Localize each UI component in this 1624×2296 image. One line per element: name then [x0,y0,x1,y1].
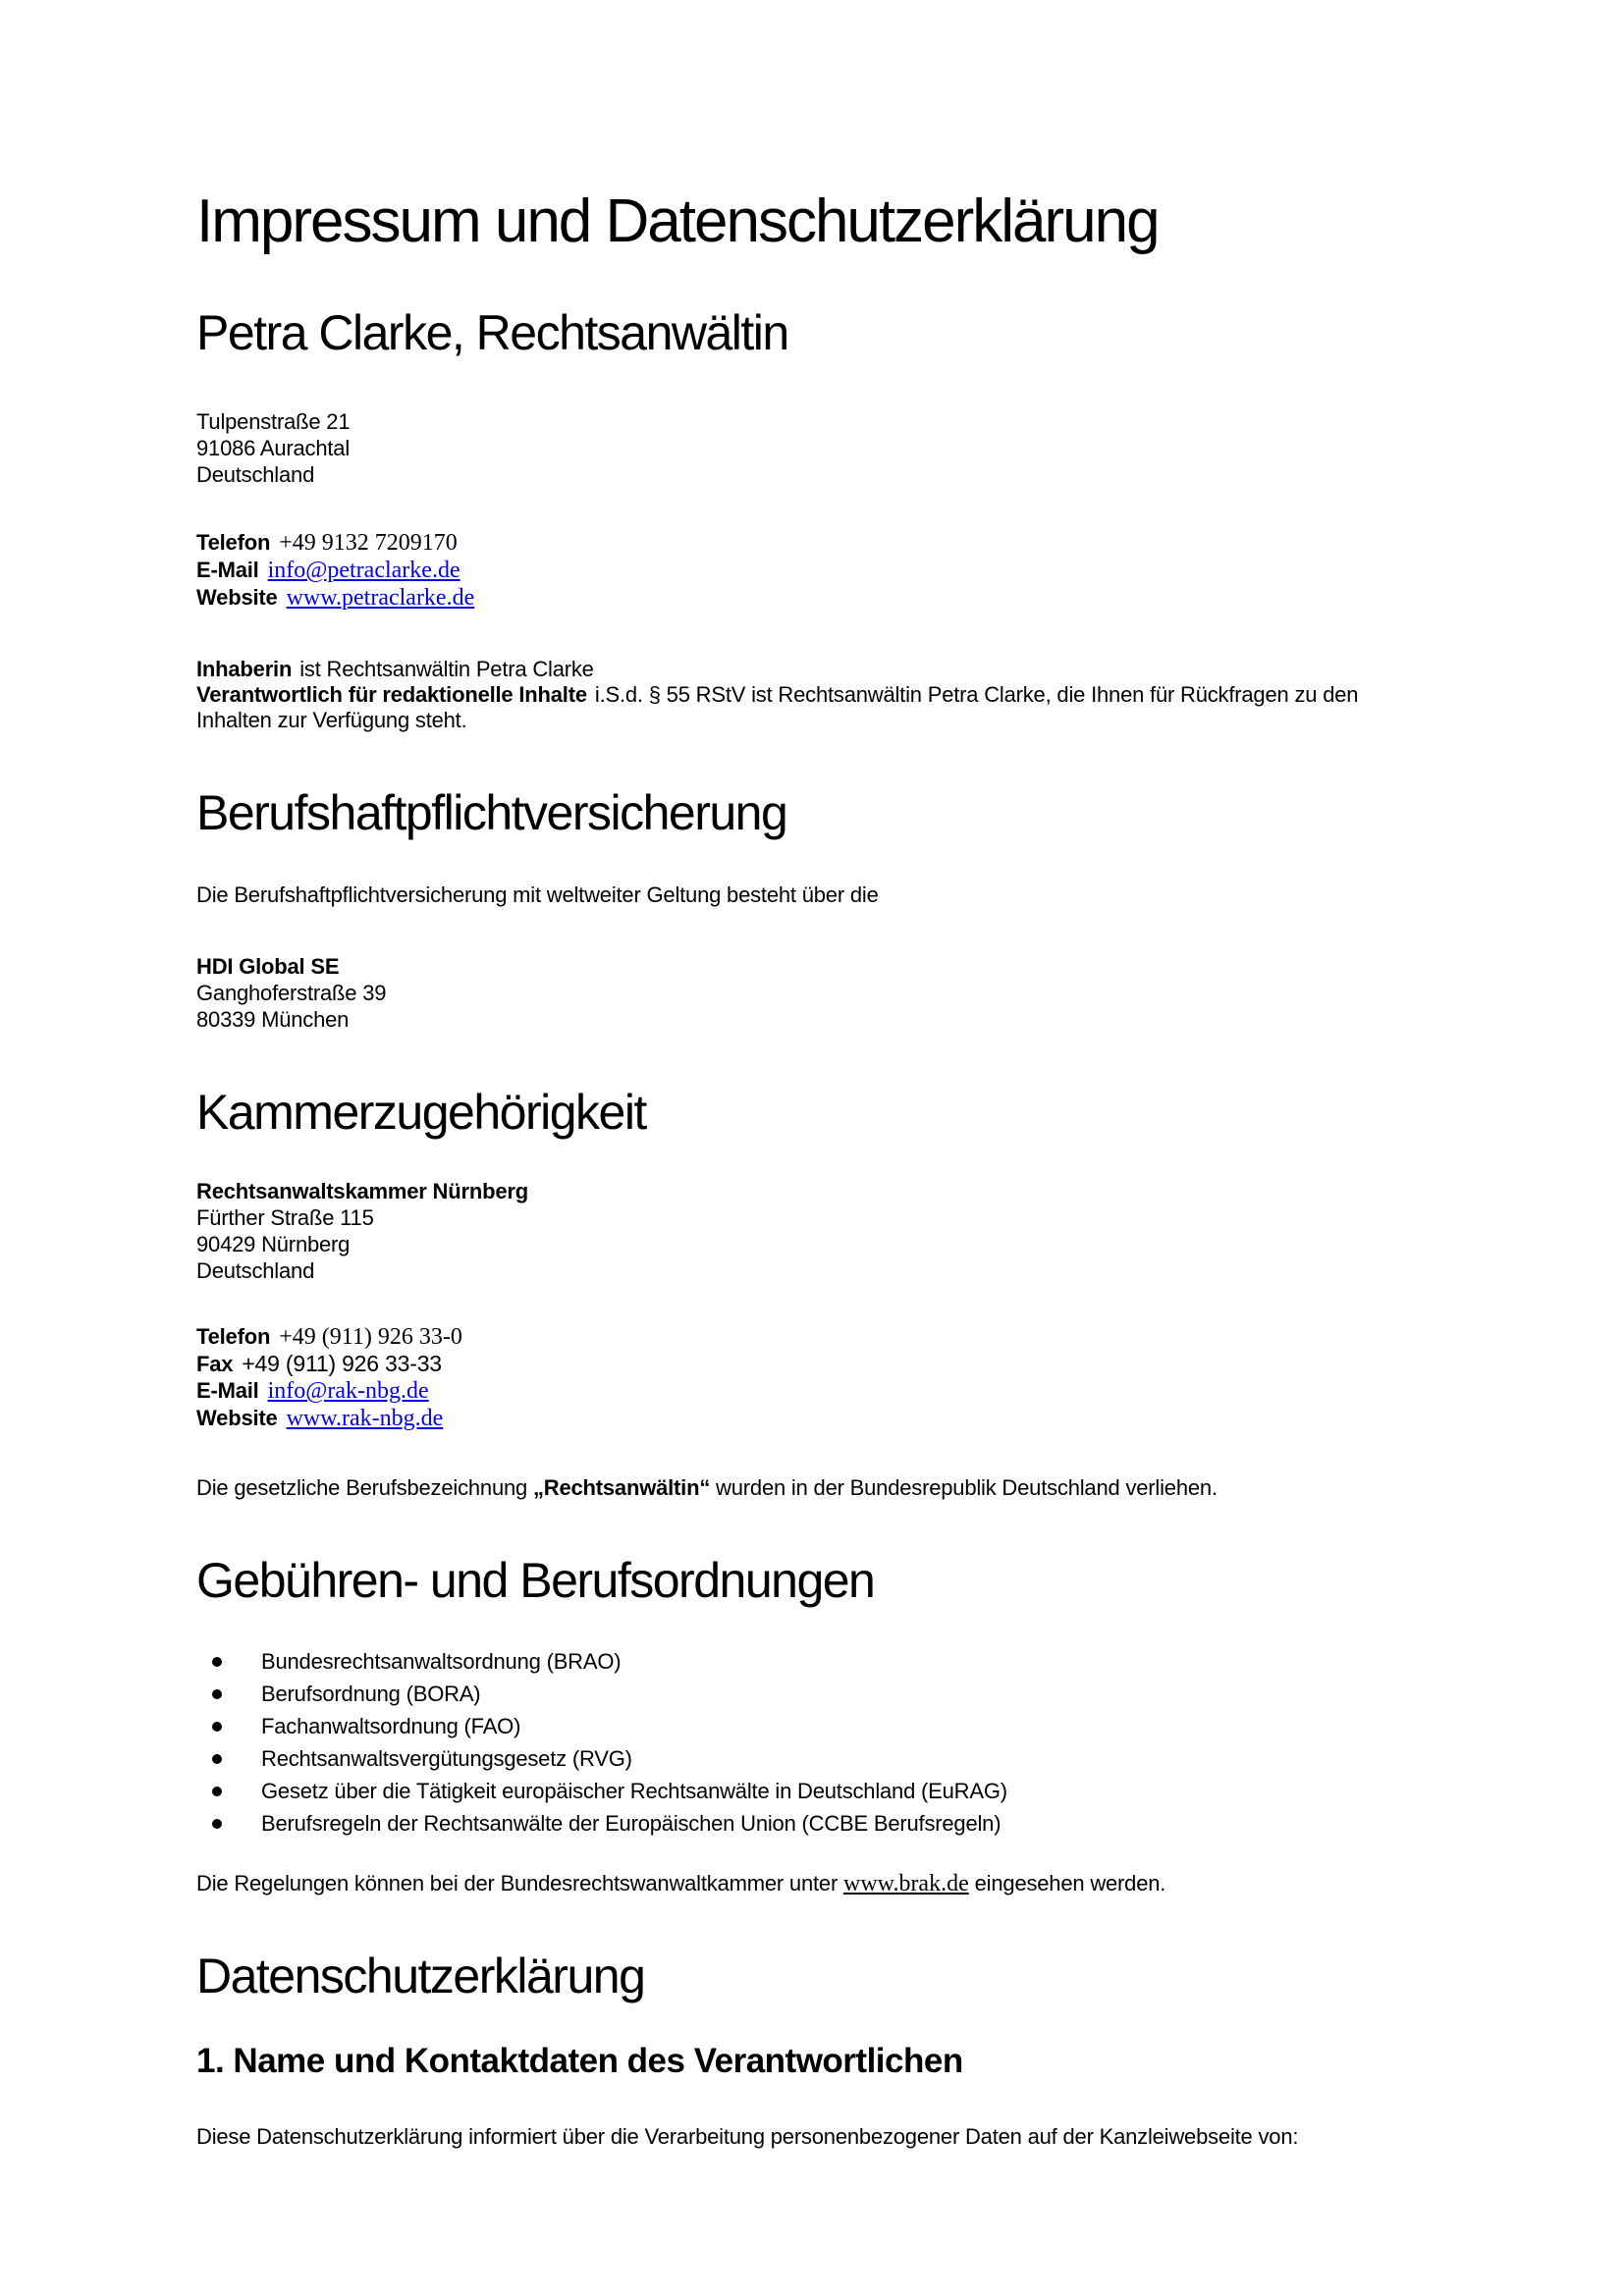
chamber-email-line [196,1377,1428,1405]
owner-address-street: Tulpenstraße 21 [196,409,351,435]
inhaberin-label: Inhaberin [196,657,293,682]
chamber-fax-line [196,1351,1428,1377]
chamber-name: Rechtsanwaltskammer Nürnberg [196,1179,528,1204]
regulations-list [196,1650,1428,1836]
chamber-website-line [196,1405,1428,1432]
owner-telefon-line [196,529,1428,557]
email-label: E-Mail [196,558,259,583]
list-item-label: Bundesrechtsanwaltsordnung (BRAO) [261,1649,622,1675]
telefon-label: Telefon [196,1324,271,1350]
bullet-icon [212,1722,222,1732]
chamber-country: Deutschland [196,1258,315,1284]
owner-address [196,408,1428,488]
telefon-value: +49 9132 7209170 [279,530,458,557]
inhaberin-line [196,657,1414,682]
owner-email-link[interactable]: info@petraclarke.de [267,558,460,584]
website-label: Website [196,585,278,611]
website-label: Website [196,1406,278,1431]
bullet-icon [212,1689,222,1699]
chamber-email-link[interactable]: info@rak-nbg.de [267,1378,429,1405]
bullet-icon [212,1657,222,1667]
list-item [196,1682,1428,1706]
verantwortlich-text: i.S.d. § 55 RStV ist Rechtsanwältin Petra Clarke, die Ihnen für Rückfragen zu den Inhalten zur Verfügung steht. [196,682,1359,733]
list-item [196,1650,1428,1674]
bullet-icon [212,1787,222,1796]
bullet-icon [212,1819,222,1829]
note-text-before: Die Regelungen können bei der Bundesrechtswanwaltkammer unter [196,1871,843,1896]
owner-contact [196,529,1428,612]
chamber-telefon-value: +49 (911) 926 33-0 [279,1324,462,1351]
page-title: Impressum und Datenschutzerklärung [196,187,1159,255]
owner-website-link[interactable]: www.petraclarke.de [286,585,475,612]
telefon-label: Telefon [196,530,271,556]
email-label: E-Mail [196,1378,259,1404]
list-item-label: Rechtsanwaltsvergütungsgesetz (RVG) [261,1746,632,1772]
inhaberin-text: ist Rechtsanwältin Petra Clarke [299,657,594,682]
profession-text-before: Die gesetzliche Berufsbezeichnung [196,1475,533,1501]
insurance-company-name: HDI Global SE [196,954,340,980]
verantwortlich-label: Verantwortlich für redaktionelle Inhalte [196,682,587,708]
chamber-website-link[interactable]: www.rak-nbg.de [286,1406,444,1432]
bullet-icon [212,1754,222,1764]
verantwortlich-line [196,682,1414,733]
insurance-heading: Berufshaftpflichtversicherung [196,785,787,841]
list-item-label: Fachanwaltsordnung (FAO) [261,1714,521,1739]
fax-label: Fax [196,1352,234,1377]
list-item-label: Gesetz über die Tätigkeit europäischer Rechtsanwälte in Deutschland (EuRAG) [261,1779,1007,1804]
insurance-city: 80339 München [196,1007,350,1033]
profession-paragraph [196,1475,1414,1501]
owner-website-line [196,584,1428,612]
insurance-street: Ganghoferstraße 39 [196,981,387,1006]
privacy-section1-heading: 1. Name und Kontaktdaten des Verantwortlichen [196,2042,963,2081]
chamber-heading: Kammerzugehörigkeit [196,1085,646,1141]
chamber-city: 90429 Nürnberg [196,1232,351,1257]
list-item [196,1780,1428,1803]
insurance-intro: Die Berufshaftpflichtversicherung mit weltweiter Geltung besteht über die [196,882,879,908]
list-item-label: Berufsordnung (BORA) [261,1682,481,1707]
chamber-fax-value: +49 (911) 926 33-33 [242,1351,442,1377]
privacy-section1-intro: Diese Datenschutzerklärung informiert über die Verarbeitung personenbezogener Daten auf der Kanzleiwebseite von: [196,2124,1299,2150]
page-subtitle: Petra Clarke, Rechtsanwältin [196,305,788,361]
brak-link[interactable]: www.brak.de [843,1871,969,1897]
owner-email-line [196,557,1428,584]
chamber-telefon-line [196,1323,1428,1351]
owner-address-country: Deutschland [196,462,315,488]
insurance-address [196,953,1428,1033]
regulations-heading: Gebühren- und Berufsordnungen [196,1553,875,1609]
profession-term: „Rechtsanwältin“ [532,1475,711,1501]
profession-text-after: wurden in der Bundesrepublik Deutschland verliehen. [710,1475,1218,1501]
list-item [196,1715,1428,1738]
owner-address-city: 91086 Aurachtal [196,436,351,461]
list-item [196,1812,1428,1836]
privacy-heading: Datenschutzerklärung [196,1949,645,2004]
responsibility-block [196,657,1414,733]
chamber-street: Fürther Straße 115 [196,1205,374,1231]
note-text-after: eingesehen werden. [968,1871,1166,1896]
list-item [196,1747,1428,1771]
chamber-address [196,1178,1428,1284]
chamber-contact [196,1323,1428,1432]
list-item-label: Berufsregeln der Rechtsanwälte der Europäischen Union (CCBE Berufsregeln) [261,1811,1001,1837]
regulations-note [196,1871,1428,1896]
